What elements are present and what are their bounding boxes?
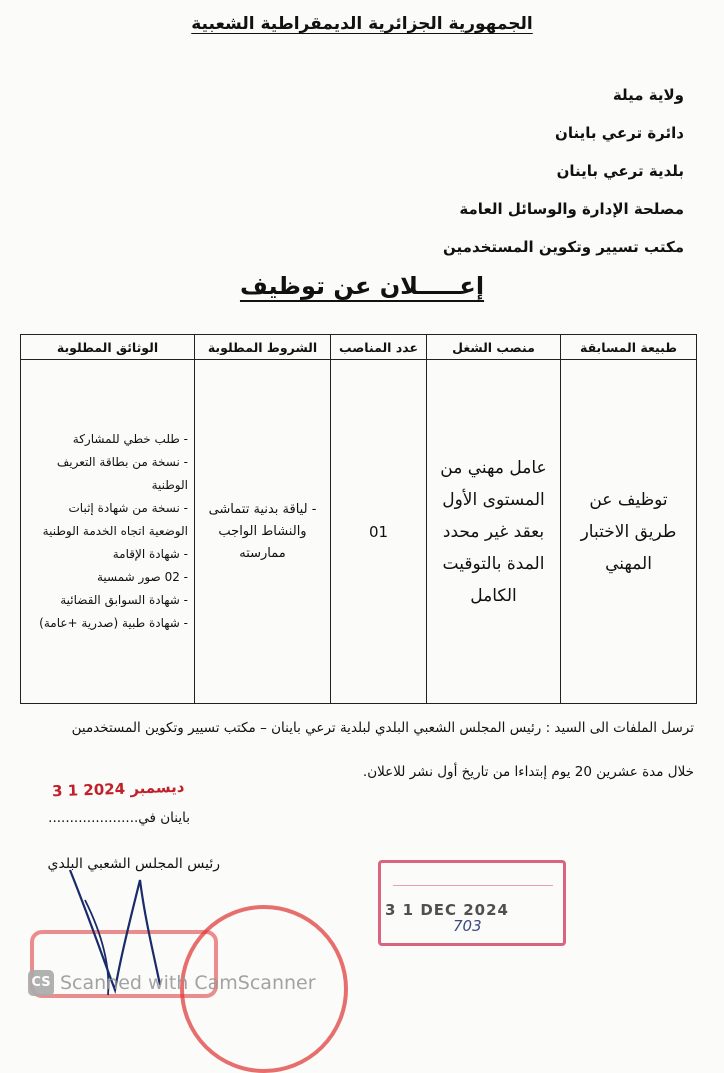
- header-nature: طبيعة المسابقة: [561, 335, 697, 360]
- registration-date: 3 1 DEC 2024: [385, 901, 509, 919]
- list-item: - شهادة الإقامة: [112, 547, 188, 561]
- table-header-row: [21, 335, 697, 360]
- place-date: باينان في.....................: [48, 810, 190, 826]
- cell-nature: توظيف عن طريق الاختبار المهني: [561, 360, 697, 704]
- republic-heading: الجمهورية الجزائرية الديمقراطية الشعبية: [191, 14, 533, 34]
- header-line-daira: دائرة ترعي باينان: [555, 124, 684, 142]
- list-item: - نسخة من شهادة إثبات الوضعية اتجاه الخدمة الوطنية: [42, 501, 188, 538]
- header-line-service: مصلحة الإدارة والوسائل العامة: [459, 200, 684, 218]
- camscanner-watermark: [28, 968, 316, 998]
- header-conditions: الشروط المطلوبة: [195, 335, 331, 360]
- watermark-text: Scanned with CamScanner: [60, 972, 316, 994]
- list-item: - شهادة السوابق القضائية: [60, 593, 188, 607]
- submission-deadline: خلال مدة عشرين 20 يوم إبتداءا من تاريخ أول نشر للاعلان.: [362, 764, 694, 780]
- header-line-commune: بلدية ترعي باينان: [556, 162, 684, 180]
- header-documents: الوثائق المطلوبة: [21, 335, 195, 360]
- documents-list: [27, 428, 188, 635]
- submission-instructions: ترسل الملفات الى السيد : رئيس المجلس الشعبي البلدي لبلدية ترعي باينان – مكتب تسيير وتكوين المستخدمين: [71, 720, 694, 736]
- table-row: [21, 360, 697, 704]
- stamp-header-lines: [393, 869, 553, 886]
- date-stamp: 3 1 ديسمبر 2024: [51, 777, 185, 801]
- registration-stamp: [378, 860, 566, 946]
- announcement-title: إعـــــلان عن توظيف: [239, 272, 485, 300]
- administration-header: [264, 76, 684, 266]
- recruitment-table: [20, 334, 697, 704]
- cell-conditions: - لياقة بدنية تتماشى والنشاط الواجب ممارسته: [195, 360, 331, 704]
- cell-count: 01: [331, 360, 427, 704]
- president-title: رئيس المجلس الشعبي البلدي: [47, 856, 220, 872]
- list-item: - نسخة من بطاقة التعريف الوطنية: [56, 455, 188, 492]
- header-position: منصب الشغل: [427, 335, 561, 360]
- camscanner-logo-icon: CS: [28, 970, 54, 996]
- list-item: - طلب خطي للمشاركة: [72, 432, 188, 446]
- list-item: - 02 صور شمسية: [96, 570, 188, 584]
- header-line-office: مكتب تسيير وتكوين المستخدمين: [443, 238, 684, 256]
- list-item: - شهادة طبية (صدرية +عامة): [39, 616, 188, 630]
- header-count: عدد المناصب: [331, 335, 427, 360]
- cell-documents: [21, 360, 195, 704]
- cell-position: عامل مهني من المستوى الأول بعقد غير محدد المدة بالتوقيت الكامل: [427, 360, 561, 704]
- registration-number: 703: [453, 917, 482, 935]
- header-line-wilaya: ولاية ميلة: [612, 86, 684, 104]
